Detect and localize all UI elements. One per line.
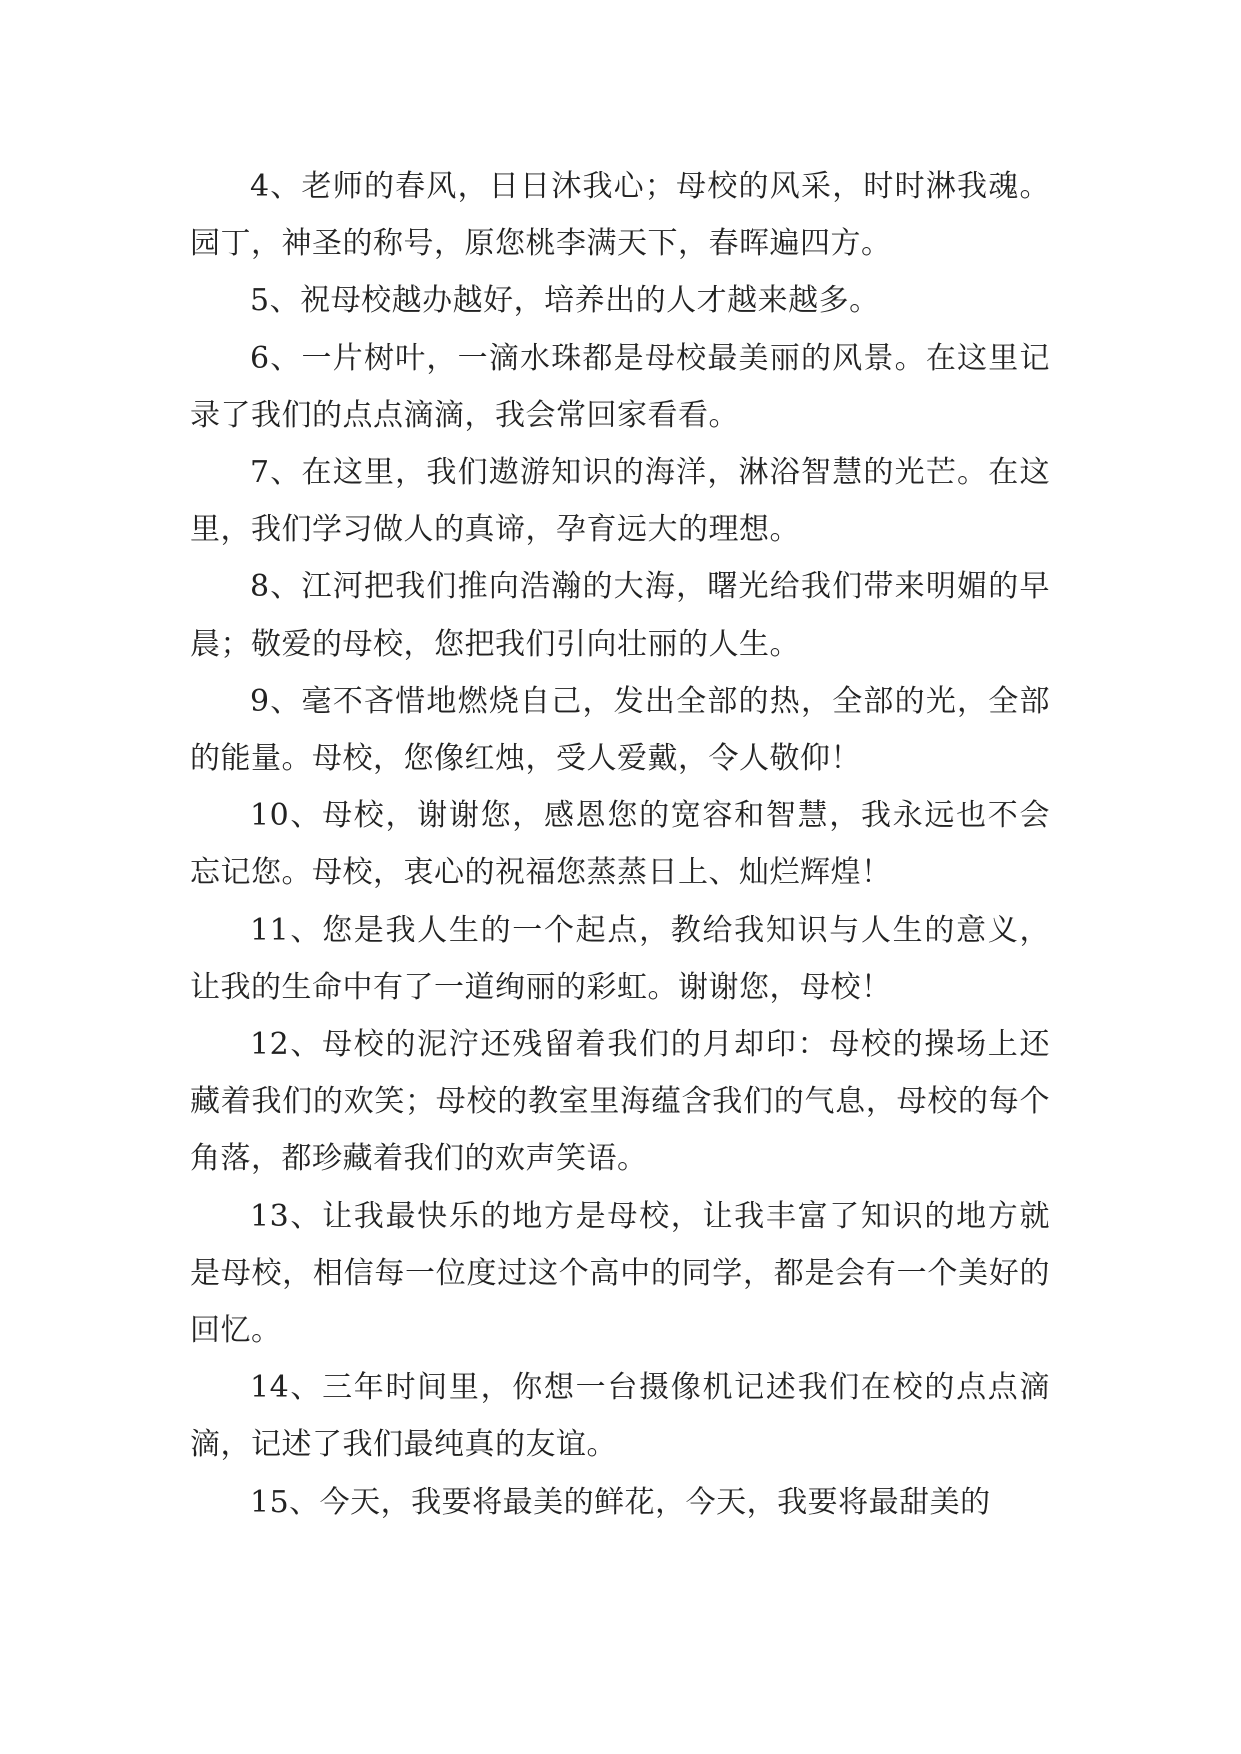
paragraph-6: 6、一片树叶，一滴水珠都是母校最美丽的风景。在这里记录了我们的点点滴滴，我会常回家看看。 (190, 340, 1050, 433)
paragraph-9: 9、毫不吝惜地燃烧自己，发出全部的热，全部的光，全部的能量。母校，您像红烛，受人爱戴，令人敬仰！ (190, 683, 1050, 777)
paragraph-12: 12、母校的泥泞还残留着我们的月却印：母校的操场上还藏着我们的欢笑；母校的教室里海蕴含我们的气息，母校的每个角落，都珍藏着我们的欢声笑语。 (190, 1027, 1050, 1177)
paragraph-7: 7、在这里，我们遨游知识的海洋，淋浴智慧的光芒。在这里，我们学习做人的真谛，孕育远大的理想。 (190, 455, 1050, 548)
paragraph-11: 11、您是我人生的一个起点，教给我知识与人生的意义，让我的生命中有了一道绚丽的彩虹。谢谢您，母校！ (190, 912, 1050, 1005)
paragraph-10: 10、母校，谢谢您，感恩您的宽容和智慧，我永远也不会忘记您。母校，衷心的祝福您蒸蒸日上、灿烂辉煌！ (190, 798, 1050, 891)
paragraph-14: 14、三年时间里，你想一台摄像机记述我们在校的点点滴滴，记述了我们最纯真的友谊。 (190, 1370, 1050, 1463)
paragraph-13: 13、让我最快乐的地方是母校，让我丰富了知识的地方就是母校，相信每一位度过这个高中的同学，都是会有一个美好的回忆。 (190, 1198, 1050, 1349)
document-body (190, 158, 1050, 1531)
paragraph-8: 8、江河把我们推向浩瀚的大海，曙光给我们带来明媚的早晨；敬爱的母校，您把我们引向壮丽的人生。 (190, 569, 1050, 662)
paragraph-15: 15、今天，我要将最美的鲜花，今天，我要将最甜美的 (250, 1484, 991, 1520)
paragraph-4: 4、老师的春风，日日沐我心；母校的风采，时时淋我魂。园丁，神圣的称号，原您桃李满天下，春晖遍四方。 (190, 169, 1050, 262)
paragraph-5: 5、祝母校越办越好，培养出的人才越来越多。 (250, 283, 880, 319)
